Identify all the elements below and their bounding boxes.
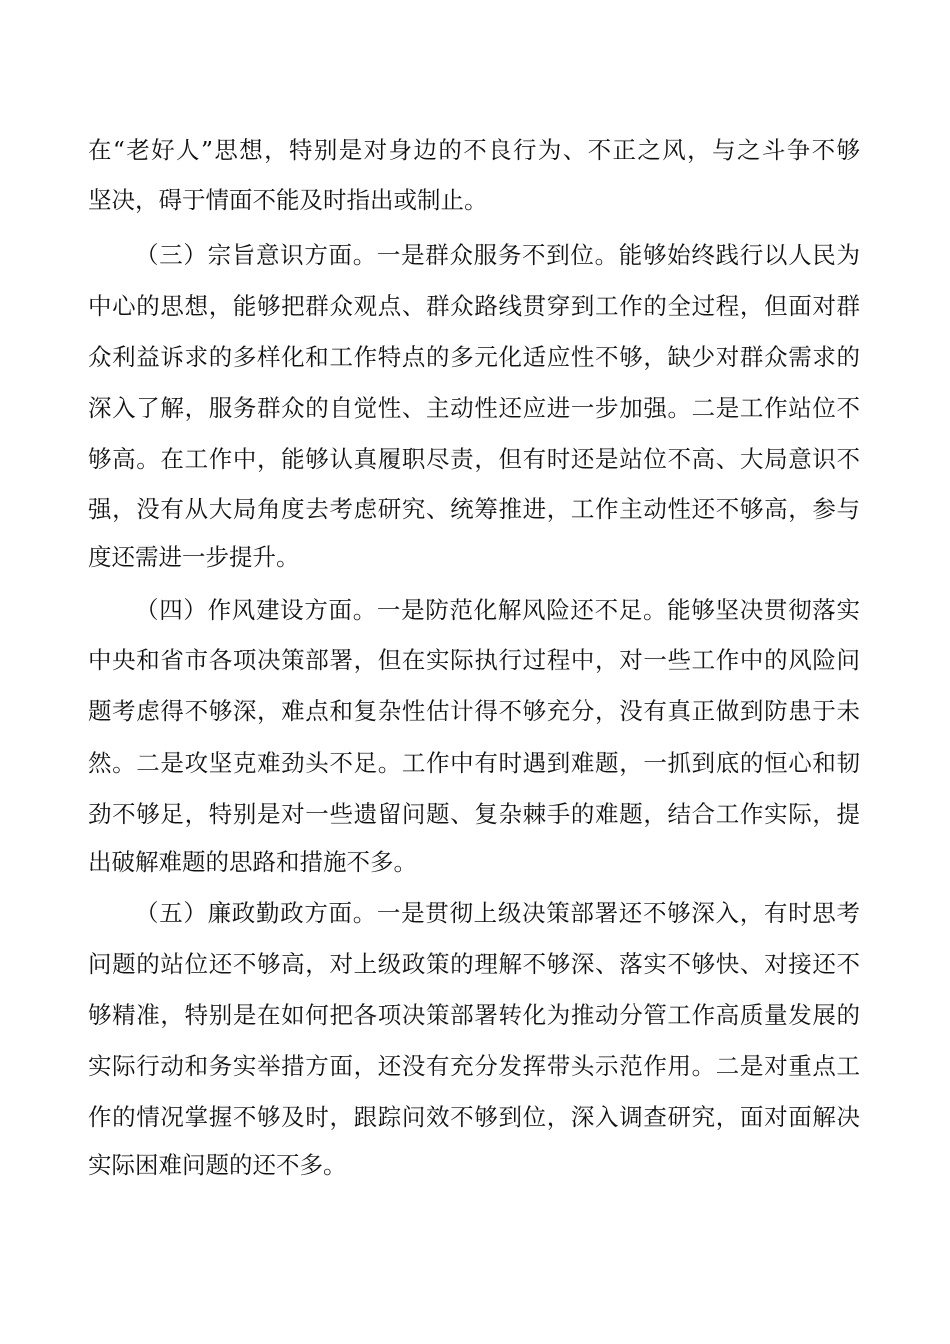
text-line: 众利益诉求的多样化和工作特点的多元化适应性不够，缺少对群众需求的 xyxy=(88,343,860,371)
text-line: 然。二是攻坚克难劲头不足。工作中有时遇到难题，一抓到底的恒心和韧 xyxy=(88,749,860,777)
text-line: 中央和省市各项决策部署，但在实际执行过程中，对一些工作中的风险问 xyxy=(88,646,860,674)
text-line: 实际困难问题的还不多。 xyxy=(88,1151,347,1179)
text-line: 中心的思想，能够把群众观点、群众路线贯穿到工作的全过程，但面对群 xyxy=(88,292,860,320)
text-line: （三）宗旨意识方面。一是群众服务不到位。能够始终践行以人民为 xyxy=(135,241,860,269)
text-line: 作的情况掌握不够及时，跟踪问效不够到位，深入调查研究，面对面解决 xyxy=(88,1103,860,1131)
text-line: 够精准，特别是在如何把各项决策部署转化为推动分管工作高质量发展的 xyxy=(88,1001,860,1029)
text-line: 坚决，碍于情面不能及时指出或制止。 xyxy=(88,186,488,214)
text-line: 出破解难题的思路和措施不多。 xyxy=(88,848,417,876)
text-line: （五）廉政勤政方面。一是贯彻上级决策部署还不够深入，有时思考 xyxy=(135,899,860,927)
text-line: 在“老好人”思想，特别是对身边的不良行为、不正之风，与之斗争不够 xyxy=(88,136,860,164)
text-line: 强，没有从大局角度去考虑研究、统筹推进，工作主动性还不够高，参与 xyxy=(88,495,860,523)
text-line: 度还需进一步提升。 xyxy=(88,543,300,571)
text-line: 问题的站位还不够高，对上级政策的理解不够深、落实不够快、对接还不 xyxy=(88,950,860,978)
text-line: 够高。在工作中，能够认真履职尽责，但有时还是站位不高、大局意识不 xyxy=(88,445,860,473)
text-line: 实际行动和务实举措方面，还没有充分发挥带头示范作用。二是对重点工 xyxy=(88,1052,860,1080)
text-line: 题考虑得不够深，难点和复杂性估计得不够充分，没有真正做到防患于未 xyxy=(88,697,860,725)
text-line: （四）作风建设方面。一是防范化解风险还不足。能够坚决贯彻落实 xyxy=(135,596,860,624)
text-line: 劲不够足，特别是对一些遗留问题、复杂棘手的难题，结合工作实际，提 xyxy=(88,800,860,828)
text-line: 深入了解，服务群众的自觉性、主动性还应进一步加强。二是工作站位不 xyxy=(88,394,860,422)
